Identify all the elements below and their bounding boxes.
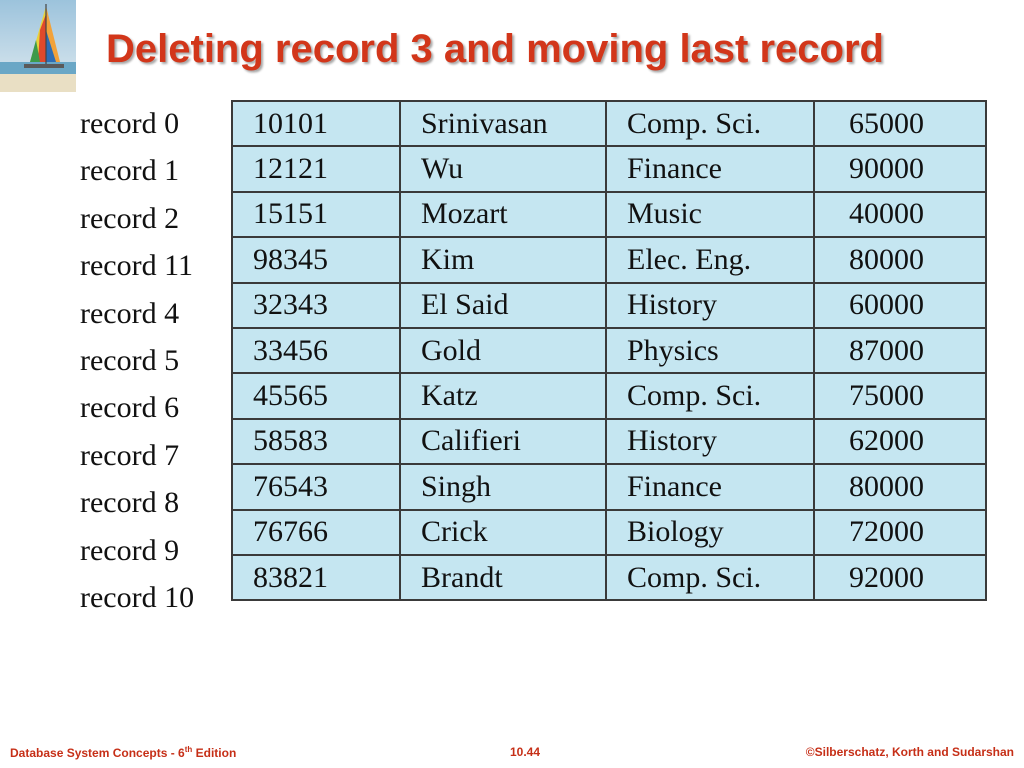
table-row	[232, 328, 986, 373]
name-cell: Srinivasan	[400, 101, 606, 146]
table-row	[232, 192, 986, 237]
dept-cell: Comp. Sci.	[606, 373, 814, 418]
sailboat-icon	[0, 0, 76, 92]
dept-cell: Biology	[606, 510, 814, 555]
id-cell: 58583	[232, 419, 400, 464]
name-cell: Califieri	[400, 419, 606, 464]
footer-copyright: ©Silberschatz, Korth and Sudarshan	[805, 745, 1014, 759]
record-label: record 0	[80, 107, 180, 140]
dept-cell: Comp. Sci.	[606, 101, 814, 146]
name-cell: Gold	[400, 328, 606, 373]
table-row	[232, 419, 986, 464]
record-table	[231, 100, 987, 601]
record-label-column	[80, 100, 230, 621]
slide-title: Deleting record 3 and moving last record	[106, 27, 884, 71]
record-label: record 6	[80, 391, 180, 425]
record-label: record 5	[80, 343, 180, 377]
id-cell: 32343	[232, 283, 400, 328]
dept-cell: Elec. Eng.	[606, 237, 814, 282]
salary-cell: 92000	[814, 555, 986, 600]
footer-book-title-main: Database System Concepts - 6	[10, 746, 185, 760]
id-cell: 10101	[232, 101, 400, 146]
table-row	[232, 464, 986, 509]
name-cell: Crick	[400, 510, 606, 555]
dept-cell: History	[606, 419, 814, 464]
name-cell: Kim	[400, 237, 606, 282]
salary-cell: 60000	[814, 283, 986, 328]
footer-edition-superscript: th	[184, 745, 193, 754]
table-row	[232, 373, 986, 418]
id-cell: 76543	[232, 464, 400, 509]
salary-cell: 72000	[814, 510, 986, 555]
salary-cell: 87000	[814, 328, 986, 373]
record-label: record 8	[80, 486, 180, 520]
id-cell: 83821	[232, 555, 400, 600]
name-cell: Katz	[400, 373, 606, 418]
name-cell: Brandt	[400, 555, 606, 600]
dept-cell: Comp. Sci.	[606, 555, 814, 600]
record-label: record 1	[80, 154, 180, 188]
salary-cell: 90000	[814, 146, 986, 191]
salary-cell: 75000	[814, 373, 986, 418]
record-label: record 9	[80, 533, 180, 567]
footer-edition-word: Edition	[192, 746, 237, 760]
record-label: record 10	[80, 580, 195, 614]
id-cell: 98345	[232, 237, 400, 282]
salary-cell: 62000	[814, 419, 986, 464]
table-row	[232, 101, 986, 146]
table-row	[232, 146, 986, 191]
table-row	[232, 510, 986, 555]
footer-slide-number: 10.44	[510, 745, 541, 759]
salary-cell: 80000	[814, 237, 986, 282]
table-row	[232, 555, 986, 600]
salary-cell: 65000	[814, 101, 986, 146]
salary-cell: 80000	[814, 464, 986, 509]
id-cell: 12121	[232, 146, 400, 191]
record-label: record 11	[80, 249, 193, 283]
dept-cell: History	[606, 283, 814, 328]
salary-cell: 40000	[814, 192, 986, 237]
name-cell: Singh	[400, 464, 606, 509]
dept-cell: Finance	[606, 464, 814, 509]
table-row	[232, 283, 986, 328]
id-cell: 45565	[232, 373, 400, 418]
name-cell: Wu	[400, 146, 606, 191]
dept-cell: Physics	[606, 328, 814, 373]
record-label: record 2	[80, 201, 180, 235]
record-label: record 7	[80, 438, 180, 472]
id-cell: 33456	[232, 328, 400, 373]
name-cell: El Said	[400, 283, 606, 328]
record-label: record 4	[80, 296, 180, 330]
id-cell: 76766	[232, 510, 400, 555]
dept-cell: Finance	[606, 146, 814, 191]
id-cell: 15151	[232, 192, 400, 237]
dept-cell: Music	[606, 192, 814, 237]
name-cell: Mozart	[400, 192, 606, 237]
footer-book-title	[10, 745, 236, 760]
table-row	[232, 237, 986, 282]
